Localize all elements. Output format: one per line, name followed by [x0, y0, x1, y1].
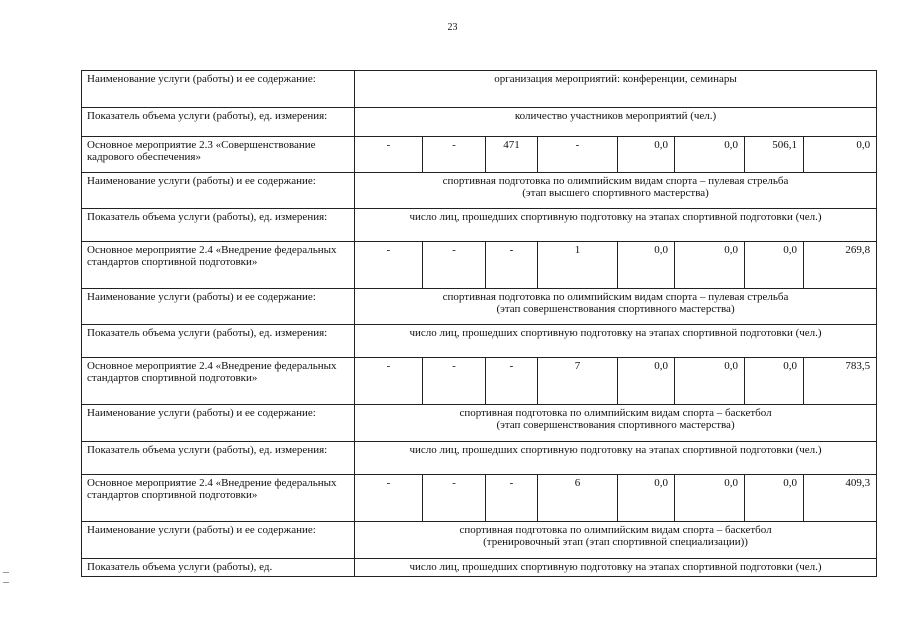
description-line: число лиц, прошедших спортивную подготовку на этапах спортивной подготовки (чел.) [409, 561, 822, 573]
service-row [82, 108, 877, 137]
row-description [355, 442, 877, 475]
row-label: Показатель объема услуги (работы), ед. [82, 559, 355, 577]
description-line: (этап совершенствования спортивного мастерства) [496, 303, 735, 315]
activity-row [82, 137, 877, 173]
value-cell: - [423, 242, 486, 289]
row-label: Показатель объема услуги (работы), ед. измерения: [82, 209, 355, 242]
service-row [82, 325, 877, 358]
row-description [355, 405, 877, 442]
page-number: 23 [447, 22, 458, 33]
value-cell: 506,1 [745, 137, 804, 173]
row-description [355, 209, 877, 242]
value-cell: 7 [538, 358, 618, 405]
value-cell: 0,0 [675, 358, 745, 405]
value-cell: - [355, 137, 423, 173]
description-line: (этап совершенствования спортивного мастерства) [496, 419, 735, 431]
description-line: число лиц, прошедших спортивную подготовку на этапах спортивной подготовки (чел.) [409, 327, 822, 339]
value-cell: 0,0 [675, 475, 745, 522]
service-row [82, 289, 877, 325]
row-description [355, 71, 877, 108]
row-description [355, 559, 877, 577]
margin-mark [3, 572, 9, 573]
value-cell: - [355, 358, 423, 405]
value-cell: 0,0 [618, 475, 675, 522]
row-description [355, 108, 877, 137]
row-label: Наименование услуги (работы) и ее содержание: [82, 289, 355, 325]
service-row [82, 522, 877, 559]
service-row [82, 442, 877, 475]
description-line: спортивная подготовка по олимпийским видам спорта – пулевая стрельба [442, 175, 789, 187]
row-label: Основное мероприятие 2.4 «Внедрение федеральных стандартов спортивной подготовки» [82, 358, 355, 405]
service-row [82, 71, 877, 108]
row-label: Основное мероприятие 2.3 «Совершенствование кадрового обеспечения» [82, 137, 355, 173]
value-cell: - [486, 475, 538, 522]
row-label: Наименование услуги (работы) и ее содержание: [82, 522, 355, 559]
row-label: Показатель объема услуги (работы), ед. измерения: [82, 442, 355, 475]
value-cell: - [486, 358, 538, 405]
description-line: число лиц, прошедших спортивную подготовку на этапах спортивной подготовки (чел.) [409, 211, 822, 223]
service-row [82, 559, 877, 577]
value-cell: 0,0 [745, 242, 804, 289]
value-cell: 0,0 [804, 137, 877, 173]
row-description [355, 289, 877, 325]
row-label: Показатель объема услуги (работы), ед. измерения: [82, 325, 355, 358]
value-cell: 471 [486, 137, 538, 173]
value-cell: 409,3 [804, 475, 877, 522]
row-label: Наименование услуги (работы) и ее содержание: [82, 405, 355, 442]
description-line: спортивная подготовка по олимпийским видам спорта – пулевая стрельба [442, 291, 789, 303]
margin-mark [3, 582, 9, 583]
row-label: Показатель объема услуги (работы), ед. измерения: [82, 108, 355, 137]
value-cell: 1 [538, 242, 618, 289]
row-label: Наименование услуги (работы) и ее содержание: [82, 71, 355, 108]
description-line: спортивная подготовка по олимпийским видам спорта – баскетбол [459, 524, 772, 536]
value-cell: 269,8 [804, 242, 877, 289]
value-cell: 783,5 [804, 358, 877, 405]
value-cell: 0,0 [618, 242, 675, 289]
value-cell: - [355, 475, 423, 522]
row-label: Основное мероприятие 2.4 «Внедрение федеральных стандартов спортивной подготовки» [82, 242, 355, 289]
service-row [82, 209, 877, 242]
value-cell: - [423, 137, 486, 173]
row-description [355, 173, 877, 209]
value-cell: 0,0 [745, 358, 804, 405]
row-label: Основное мероприятие 2.4 «Внедрение федеральных стандартов спортивной подготовки» [82, 475, 355, 522]
value-cell: 0,0 [618, 358, 675, 405]
description-line: количество участников мероприятий (чел.) [514, 110, 717, 122]
value-cell: - [486, 242, 538, 289]
activity-row [82, 358, 877, 405]
value-cell: 0,0 [675, 137, 745, 173]
value-cell: - [423, 358, 486, 405]
value-cell: 0,0 [745, 475, 804, 522]
description-line: (этап высшего спортивного мастерства) [522, 187, 709, 199]
service-row [82, 173, 877, 209]
row-label: Наименование услуги (работы) и ее содержание: [82, 173, 355, 209]
value-cell: 0,0 [618, 137, 675, 173]
value-cell: - [538, 137, 618, 173]
activity-row [82, 242, 877, 289]
value-cell: - [355, 242, 423, 289]
description-line: число лиц, прошедших спортивную подготовку на этапах спортивной подготовки (чел.) [409, 444, 822, 456]
services-table [81, 70, 877, 577]
description-line: организация мероприятий: конференции, семинары [494, 73, 737, 85]
value-cell: - [423, 475, 486, 522]
value-cell: 6 [538, 475, 618, 522]
value-cell: 0,0 [675, 242, 745, 289]
row-description [355, 325, 877, 358]
description-line: спортивная подготовка по олимпийским видам спорта – баскетбол [459, 407, 772, 419]
row-description [355, 522, 877, 559]
activity-row [82, 475, 877, 522]
service-row [82, 405, 877, 442]
description-line: (тренировочный этап (этап спортивной специализации)) [483, 536, 748, 548]
